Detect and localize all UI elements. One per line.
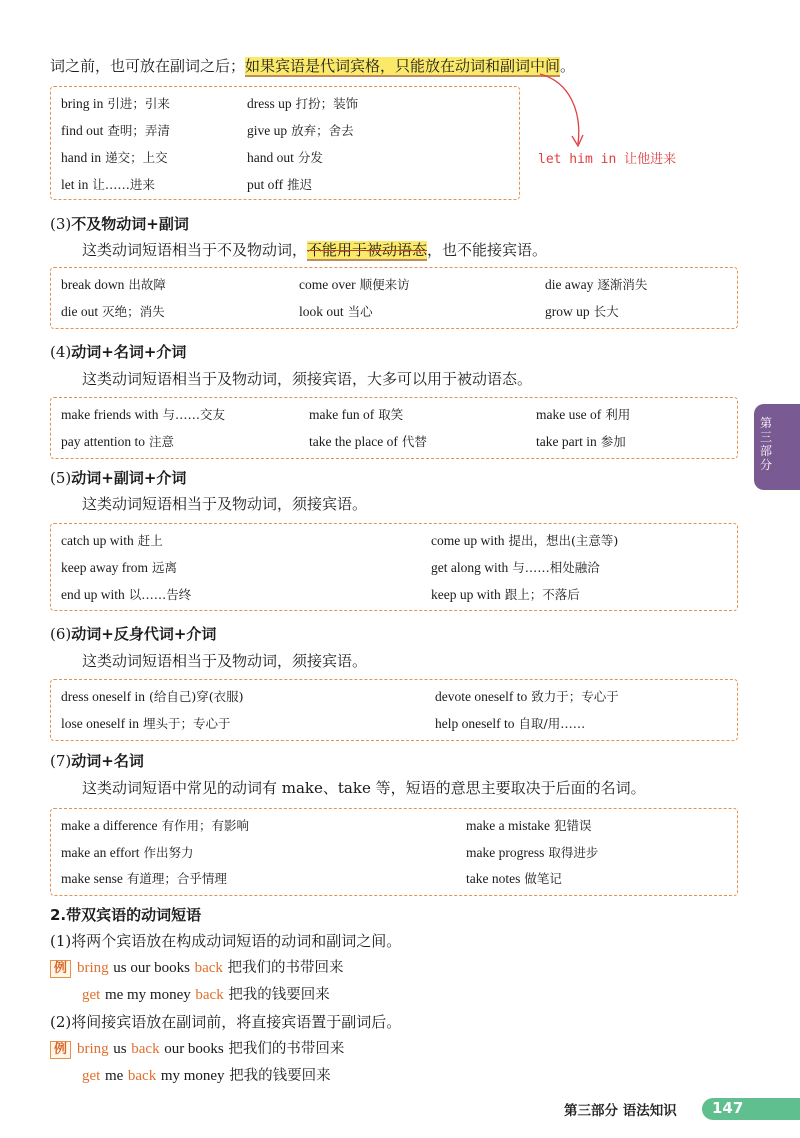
phrase-item: die out 灭绝；消失 xyxy=(61,304,165,319)
section-3-desc: 这类动词短语相当于不及物动词，不能用于被动语态，也不能接宾语。 xyxy=(82,241,548,259)
phrase-item: dress up 打扮；装饰 xyxy=(247,96,359,111)
example-2a: 例 bring us back our books 把我们的书带回来 xyxy=(50,1039,344,1059)
phrase-box-6 xyxy=(50,679,738,741)
example-1b: get me my money back 把我的钱要回来 xyxy=(82,987,330,1003)
phrase-item: pay attention to 注意 xyxy=(61,434,174,449)
phrase-item: keep up with 跟上；不落后 xyxy=(431,587,580,602)
phrase-item: get along with 与……相处融洽 xyxy=(431,560,600,575)
rule-2: (2)将间接宾语放在副词前，将直接宾语置于副词后。 xyxy=(50,1013,402,1031)
phrase-item: make fun of 取笑 xyxy=(309,407,404,422)
section-6-desc: 这类动词短语相当于及物动词，须接宾语。 xyxy=(82,652,368,670)
section-4-desc: 这类动词短语相当于及物动词，须接宾语，大多可以用于被动语态。 xyxy=(82,370,533,388)
phrase-item: make friends with 与……交友 xyxy=(61,407,225,422)
phrase-item: come up with 提出，想出(主意等) xyxy=(431,533,619,548)
section-3-heading: (3)不及物动词+副词 xyxy=(50,215,189,233)
phrase-item: make sense 有道理；合乎情理 xyxy=(61,871,227,886)
intro-highlight: 如果宾语是代词宾格，只能放在动词和副词中间 xyxy=(245,57,561,75)
section-5-desc: 这类动词短语相当于及物动词，须接宾语。 xyxy=(82,495,368,513)
phrase-item: put off 推迟 xyxy=(247,177,313,192)
phrase-item: grow up 长大 xyxy=(545,304,619,319)
intro-line xyxy=(50,56,575,76)
phrase-box-7 xyxy=(50,808,738,896)
phrase-item: give up 放弃；舍去 xyxy=(247,123,354,138)
rule-1: (1)将两个宾语放在构成动词短语的动词和副词之间。 xyxy=(50,932,402,950)
phrase-item: devote oneself to 致力于；专心于 xyxy=(435,689,619,704)
phrase-item: make a difference 有作用；有影响 xyxy=(61,818,249,833)
phrase-item: end up with 以……告终 xyxy=(61,587,192,602)
phrase-box-5 xyxy=(50,523,738,611)
phrase-box-1 xyxy=(50,86,520,200)
section-5-heading: (5)动词+副词+介词 xyxy=(50,469,187,487)
phrase-box-4 xyxy=(50,397,738,459)
phrase-item: make a mistake 犯错误 xyxy=(466,818,592,833)
phrase-item: take notes 做笔记 xyxy=(466,871,562,886)
phrase-item: lose oneself in 埋头于；专心于 xyxy=(61,716,231,731)
phrase-item: make an effort 作出努力 xyxy=(61,845,194,860)
footer-section-label: 第三部分 语法知识 xyxy=(564,1103,677,1119)
phrase-item: help oneself to 自取/用…… xyxy=(435,716,586,731)
intro-end: 。 xyxy=(560,57,576,75)
page-number: 147 xyxy=(712,1099,744,1117)
phrase-box-3 xyxy=(50,267,738,329)
annotation-note: let him in 让他进来 xyxy=(538,152,677,167)
phrase-item: make use of 利用 xyxy=(536,407,631,422)
side-tab-label: 第三部分 xyxy=(760,416,773,472)
phrase-item: make progress 取得进步 xyxy=(466,845,599,860)
part-2-heading: 2.带双宾语的动词短语 xyxy=(50,906,202,924)
phrase-item: keep away from 远离 xyxy=(61,560,177,575)
section-side-tab[interactable] xyxy=(754,404,800,490)
phrase-item: take part in 参加 xyxy=(536,434,626,449)
example-tag: 例 xyxy=(50,1041,71,1059)
phrase-item: take the place of 代替 xyxy=(309,434,427,449)
phrase-item: bring in 引进；引来 xyxy=(61,96,170,111)
example-2b: get me back my money 把我的钱要回来 xyxy=(82,1068,331,1084)
example-1a: 例 bring us our books back 把我们的书带回来 xyxy=(50,958,344,978)
phrase-item: find out 查明；弄清 xyxy=(61,123,170,138)
phrase-item: let in 让……进来 xyxy=(61,177,155,192)
annotation-arrow xyxy=(520,72,610,154)
phrase-item: hand out 分发 xyxy=(247,150,323,165)
phrase-item: hand in 递交；上交 xyxy=(61,150,168,165)
phrase-item: come over 顺便来访 xyxy=(299,277,410,292)
phrase-item: dress oneself in (给自己)穿(衣服) xyxy=(61,689,244,704)
phrase-item: die away 逐渐消失 xyxy=(545,277,648,292)
section-4-heading: (4)动词+名词+介词 xyxy=(50,343,187,361)
phrase-item: break down 出故障 xyxy=(61,277,166,292)
phrase-item: catch up with 赶上 xyxy=(61,533,163,548)
section-7-desc: 这类动词短语中常见的动词有 make、take 等，短语的意思主要取决于后面的名词。 xyxy=(82,779,646,797)
section-6-heading: (6)动词+反身代词+介词 xyxy=(50,625,217,643)
intro-text: 词之前，也可放在副词之后； xyxy=(50,57,246,75)
example-tag: 例 xyxy=(50,960,71,978)
phrase-item: look out 当心 xyxy=(299,304,373,319)
section-7-heading: (7)动词+名词 xyxy=(50,752,144,770)
